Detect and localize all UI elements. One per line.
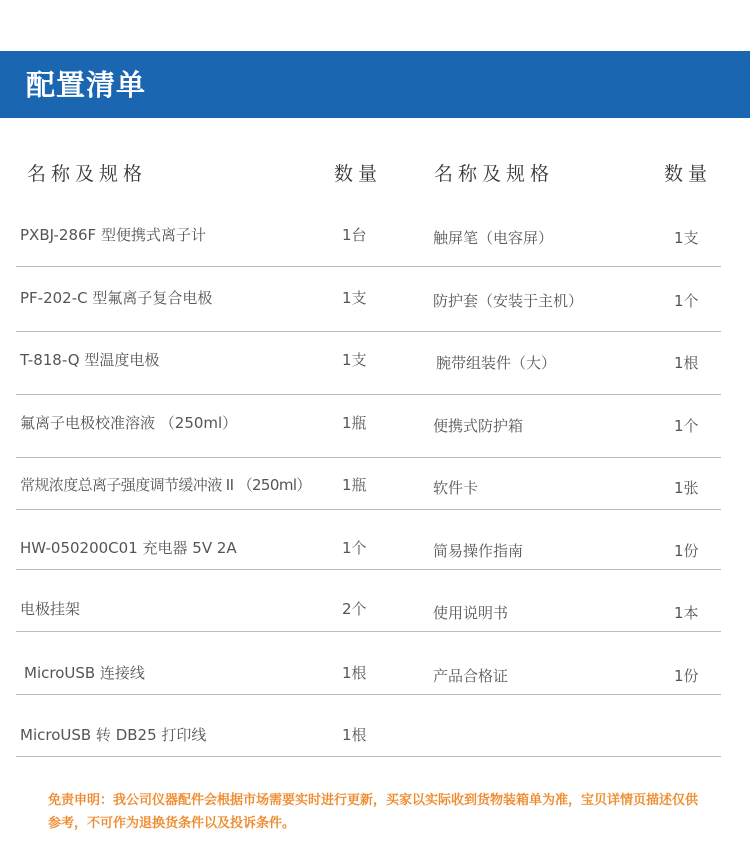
left-item-quantity: 1瓶: [342, 476, 367, 494]
header-left-quantity: 数量: [334, 163, 383, 185]
right-item-name: 软件卡: [433, 479, 479, 497]
left-item-name: MicroUSB 转 DB25 打印线: [20, 726, 207, 744]
page-title: 配置清单: [26, 68, 147, 102]
right-item-name: 便携式防护箱: [433, 417, 524, 435]
right-item-name: 防护套（安装于主机）: [433, 292, 584, 310]
left-item-quantity: 2个: [342, 600, 367, 618]
left-item-quantity: 1台: [342, 226, 367, 244]
row-divider: [16, 331, 721, 332]
header-left-name: 名称及规格: [27, 163, 148, 185]
right-item-quantity: 1本: [674, 604, 699, 622]
disclaimer-text: 免责申明：我公司仪器配件会根据市场需要实时进行更新，买家以实际收到货物装箱单为准，宝贝详情页描述仅供参考，不可作为退换货条件以及投诉条件。: [48, 793, 699, 831]
left-item-quantity: 1支: [342, 289, 367, 307]
page-banner: [0, 51, 750, 118]
right-item-quantity: 1支: [674, 229, 699, 247]
row-divider: [16, 756, 721, 757]
right-item-quantity: 1个: [674, 292, 699, 310]
row-divider: [16, 569, 721, 570]
right-item-name: 简易操作指南: [433, 542, 524, 560]
right-item-quantity: 1个: [674, 417, 699, 435]
right-item-quantity: 1张: [674, 479, 699, 497]
left-item-name: MicroUSB 连接线: [24, 664, 145, 682]
left-item-quantity: 1根: [342, 664, 367, 682]
right-item-quantity: 1份: [674, 542, 699, 560]
row-divider: [16, 394, 721, 395]
right-item-quantity: 1份: [674, 667, 699, 685]
row-divider: [16, 631, 721, 632]
row-divider: [16, 509, 721, 510]
right-item-name: 使用说明书: [433, 604, 509, 622]
left-item-name: PF-202-C 型氟离子复合电极: [20, 289, 213, 307]
left-item-quantity: 1支: [342, 351, 367, 369]
left-item-quantity: 1瓶: [342, 414, 367, 432]
left-item-name: T-818-Q 型温度电极: [20, 351, 160, 369]
header-right-name: 名称及规格: [434, 163, 555, 185]
header-right-quantity: 数量: [664, 163, 713, 185]
left-item-name: 氟离子电极校准溶液 （250ml）: [20, 414, 238, 432]
right-item-quantity: 1根: [674, 354, 699, 372]
row-divider: [16, 266, 721, 267]
left-item-name: PXBJ-286F 型便携式离子计: [20, 226, 206, 244]
left-item-quantity: 1根: [342, 726, 367, 744]
row-divider: [16, 457, 721, 458]
right-item-name: 触屏笔（电容屏）: [433, 229, 554, 247]
left-item-quantity: 1个: [342, 539, 367, 557]
right-item-name: 产品合格证: [433, 667, 509, 685]
left-item-name: HW-050200C01 充电器 5V 2A: [20, 539, 237, 557]
row-divider: [16, 694, 721, 695]
left-item-name: 常规浓度总离子强度调节缓冲液 II （250ml）: [20, 476, 311, 494]
left-item-name: 电极挂架: [20, 600, 81, 618]
right-item-name: 腕带组装件（大）: [436, 354, 557, 372]
